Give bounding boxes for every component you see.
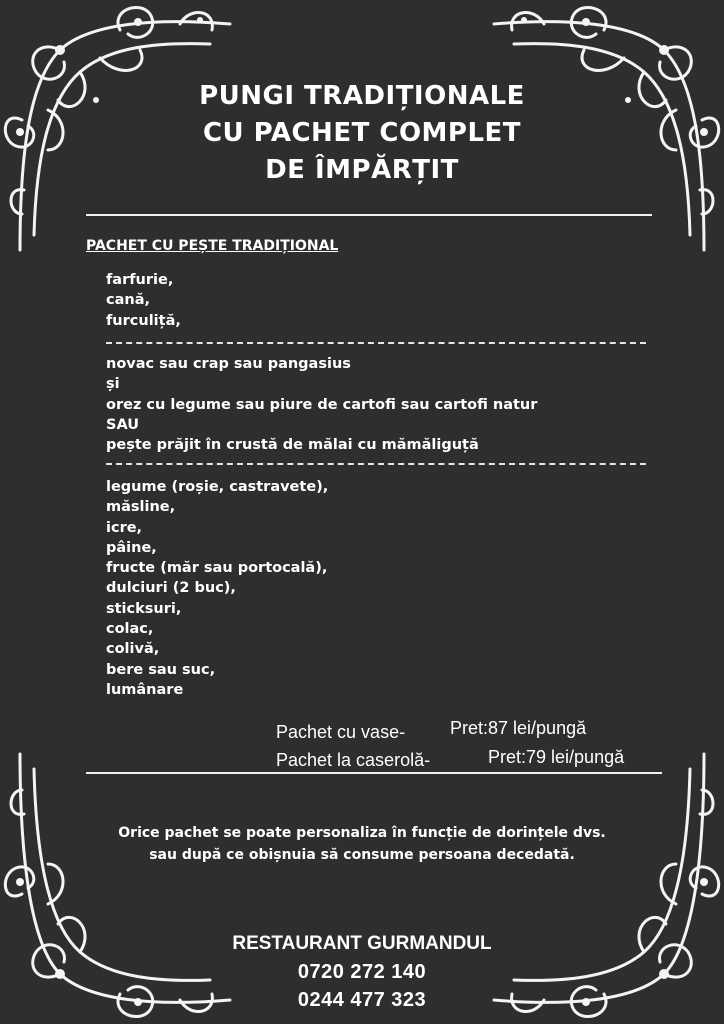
- list-item: bere sau suc,: [106, 661, 216, 678]
- page-title: [100, 78, 624, 189]
- restaurant-name: RESTAURANT GURMANDUL: [232, 933, 492, 954]
- list-item: dulciuri (2 buc),: [106, 580, 236, 597]
- list-item: legume (roșie, castravete),: [106, 479, 329, 495]
- note-line-2: sau după ce obișnuia să consume persoana decedată.: [149, 847, 575, 863]
- list-item: furculiță,: [106, 312, 181, 329]
- list-item: pește prăjit în crustă de mălai cu mămăliguță: [106, 437, 479, 454]
- list-item: SAU: [106, 416, 139, 433]
- tableware-list: [106, 270, 181, 331]
- phone-1[interactable]: 0720 272 140: [297, 961, 427, 983]
- list-item: orez cu legume sau piure de cartofi sau cartofi natur: [106, 396, 538, 413]
- list-item: novac sau crap sau pangasius: [106, 356, 351, 372]
- price-label-caserola: Pachet la caserolă-: [276, 750, 431, 770]
- phone-2[interactable]: 0244 477 323: [297, 989, 427, 1011]
- list-item: colivă,: [106, 641, 160, 658]
- price-value-vase: Pret:87 lei/pungă: [450, 718, 587, 738]
- dashed-divider-2: [106, 463, 646, 465]
- list-item: și: [106, 376, 120, 393]
- list-item: pâine,: [106, 539, 157, 556]
- contact-block: [162, 930, 562, 1014]
- prices-divider: [86, 772, 662, 774]
- extras-list: [106, 477, 328, 700]
- list-item: sticksuri,: [106, 600, 182, 617]
- dashed-divider-1: [106, 342, 646, 344]
- personalization-note: [40, 822, 684, 866]
- list-item: cană,: [106, 292, 150, 309]
- title-line-2: CU PACHET COMPLET: [202, 118, 522, 148]
- list-item: măsline,: [106, 499, 176, 516]
- list-item: colac,: [106, 621, 154, 638]
- note-line-1: Orice pachet se poate personaliza în funcție de dorințele dvs.: [118, 825, 606, 841]
- list-item: lumânare: [106, 681, 184, 698]
- section-heading: PACHET CU PEȘTE TRADIȚIONAL: [86, 238, 339, 254]
- title-line-1: PUNGI TRADIȚIONALE: [199, 81, 525, 111]
- price-value-caserola: Pret:79 lei/pungă: [488, 747, 625, 767]
- list-item: farfurie,: [106, 272, 174, 288]
- list-item: icre,: [106, 519, 143, 536]
- main-dish-list: [106, 354, 537, 455]
- price-label-vase: Pachet cu vase-: [276, 722, 406, 742]
- list-item: fructe (măr sau portocală),: [106, 560, 328, 577]
- title-divider: [86, 214, 652, 216]
- title-line-3: DE ÎMPĂRȚIT: [265, 155, 459, 185]
